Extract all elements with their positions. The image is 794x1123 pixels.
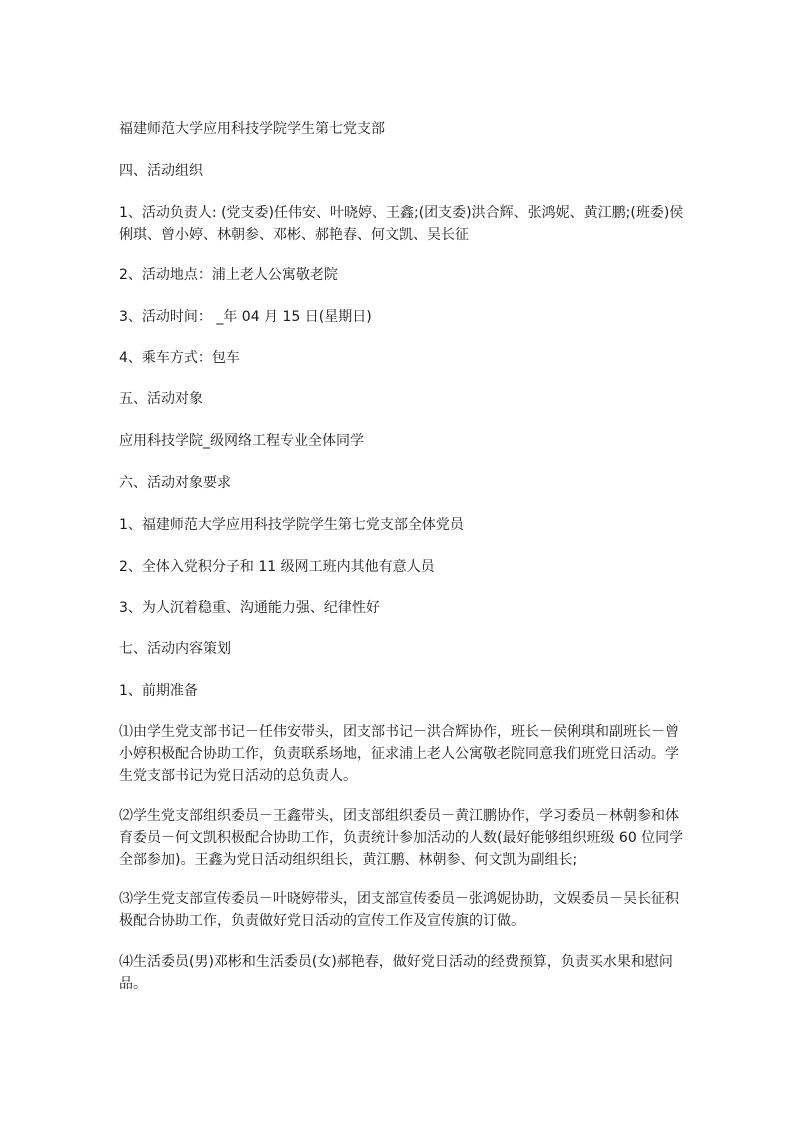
preparation-paragraph-2: ⑵学生党支部组织委员－王鑫带头，团支部组织委员－黄江鹏协作，学习委员－林朝参和体育委员－何文凯积极配合协助工作，负责统计参加活动的人数(最好能够组织班级 60 位同学全部参加)。王鑫为党日活动组织组长，黄江鹏、林朝参、何文凯为副组长; [119,808,684,868]
preparation-paragraph-4: ⑷生活委员(男)邓彬和生活委员(女)郝艳春，做好党日活动的经费预算，负责买水果和慰问品。 [119,954,673,992]
section-heading-target: 五、活动对象 [119,391,203,407]
requirement-item-1: 1、福建师范大学应用科技学院学生第七党支部全体党员 [119,517,464,533]
item-transport: 4、乘车方式：包车 [119,350,240,366]
section-heading-content: 七、活动内容策划 [119,641,231,657]
requirement-item-2: 2、全体入党积分子和 11 级网工班内其他有意人员 [119,559,435,575]
item-time: 3、活动时间： _年 04 月 15 日(星期日) [119,309,372,325]
requirement-item-3: 3、为人沉着稳重、沟通能力强、纪律性好 [119,600,380,616]
item-location: 2、活动地点：浦上老人公寓敬老院 [119,267,338,283]
target-description: 应用科技学院_级网络工程专业全体同学 [119,433,364,449]
preparation-paragraph-1: ⑴由学生党支部书记－任伟安带头，团支部书记－洪合辉协作，班长－侯俐琪和副班长－曾小婷积极配合协助工作，负责联系场地，征求浦上老人公寓敬老院同意我们班党日活动。学生党支部书记为党日活动的总负责人。 [119,724,679,784]
subsection-preparation: 1、前期准备 [119,683,198,699]
branch-name: 福建师范大学应用科技学院学生第七党支部 [119,121,385,137]
preparation-paragraph-3: ⑶学生党支部宣传委员－叶晓婷带头，团支部宣传委员－张鸿妮协助，文娱委员－吴长征积极配合协助工作，负责做好党日活动的宣传工作及宣传旗的订做。 [119,891,679,929]
item-responsible-persons: 1、活动负责人: (党支委)任伟安、叶晓婷、王鑫;(团支委)洪合辉、张鸿妮、黄江鹏;(班委)侯俐琪、曾小婷、林朝参、邓彬、郝艳春、何文凯、吴长征 [119,205,684,243]
section-heading-requirements: 六、活动对象要求 [119,475,231,491]
section-heading-organization: 四、活动组织 [119,163,203,179]
